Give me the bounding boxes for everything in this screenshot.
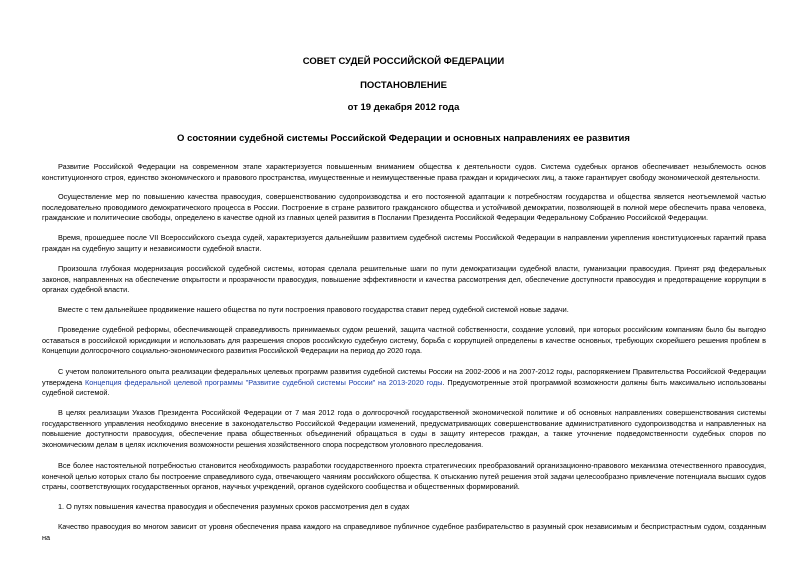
paragraph-1: Развитие Российской Федерации на современном этапе характеризуется повышенным вниманием общества к деятельности судов. Система судебных органов обеспечивает незыблемость основ конституционного строя, единство экономического и правового пространства, имущественные и неимущественные права граждан и юридических лиц, а также гарантирует свободу экономической деятельности. (42, 162, 766, 182)
paragraph-11: Качество правосудия во многом зависит от уровня обеспечения права каждого на справедливое публичное судебное разбирательство в разумный срок независимым и беспристрастным судом, созданным на (42, 522, 766, 542)
paragraph-2: Осуществление мер по повышению качества правосудия, совершенствованию судопроизводства и его постоянной адаптации к потребностям государства и общества является неотъемлемой частью последовательно проводимого демократического процесса в России. Построение в стране развитого гражданского общества и устойчивой демократии, позволяющей в полной мере обеспечить права человека, гражданские и политические свободы, определено в качестве одной из главных целей развития в Послании Президента Российской Федерации Федеральному Собранию Российской Федерации. (42, 192, 766, 223)
paragraph-7-text-after: . Предусмотренные этой программой возможности должны быть максимально использованы судебной системой. (42, 377, 766, 398)
program-concept-link[interactable]: Концепция федеральной целевой программы "Развитие судебной системы России" на 2013-2020 годы (84, 377, 443, 387)
document-type-heading: ПОСТАНОВЛЕНИЕ (360, 80, 447, 91)
paragraph-4: Произошла глубокая модернизация российской судебной системы, которая сделала решительные шаги по пути демократизации судебной власти, гуманизации правосудия. Принят ряд федеральных законов, направленных на обеспечение открытости и прозрачности правосудия, повышение эффективности и качества рассмотрения дел, обеспечение доступности правосудия и предотвращение коррупции в органах судебной власти. (42, 264, 766, 295)
paragraph-7-text-before: С учетом положительного опыта реализации федеральных целевых программ развития судебной системы России на 2002-2006 и на 2007-2012 годы, распоряжением Правительства Российской Федерации утверждена (42, 367, 766, 387)
paragraph-9: Все более настоятельной потребностью становится необходимость разработки государственного проекта стратегических преобразований организационно-правового механизма отечественного правосудия, конечной целью которых стало бы построение справедливого суда, отвечающего чаяниям российского общества. К отысканию путей решения этой задачи целесообразно привлечение потенциала высших судов страны, соответствующих государственных органов, научных учреждений, органов судейского сообщества и общественных формирований. (42, 461, 766, 492)
paragraph-5: Вместе с тем дальнейшее продвижение нашего общества по пути построения правового государства ставит перед судебной системой новые задачи. (58, 305, 569, 314)
paragraph-7 (42, 367, 766, 399)
paragraph-6: Проведение судебной реформы, обеспечивающей справедливость принимаемых судом решений, защита частной собственности, создание условий, при которых российским компаниям было бы выгодно оставаться в российской юрисдикции и использовать для разрешения споров российскую судебную систему, борьба с коррупцией определены в качестве основных, требующих скорейшего решения проблем в Концепции долгосрочного социально-экономического развития Российской Федерации на период до 2020 года. (42, 325, 766, 356)
organization-heading: СОВЕТ СУДЕЙ РОССИЙСКОЙ ФЕДЕРАЦИИ (302, 56, 505, 67)
paragraph-8: В целях реализации Указов Президента Российской Федерации от 7 мая 2012 года о долгосрочной государственной экономической политике и об основных направлениях совершенствования системы государственного управления необходимо внесение в законодательство Российской Федерации изменений, предусматривающих совершенствование административного судопроизводства и направленных на повышение доступности правосудия, обеспечение права общественных объединений обращаться в суды в защиту интересов граждан, а также уточнение подведомственности судебных споров по экономическим делам в целях исключения возможности решения хозяйственного спора посредством уголовного преследования. (42, 408, 766, 449)
section-1-heading: 1. О путях повышения качества правосудия и обеспечения разумных сроков рассмотрения дел в судах (58, 502, 410, 511)
document-title: О состоянии судебной системы Российской Федерации и основных направлениях ее развития (177, 133, 630, 144)
document-date: от 19 декабря 2012 года (347, 102, 460, 113)
paragraph-3: Время, прошедшее после VII Всероссийского съезда судей, характеризуется дальнейшим развитием судебной системы Российской Федерации в направлении укрепления конституционных гарантий права граждан на судебную защиту и независимости судебной власти. (42, 233, 766, 253)
